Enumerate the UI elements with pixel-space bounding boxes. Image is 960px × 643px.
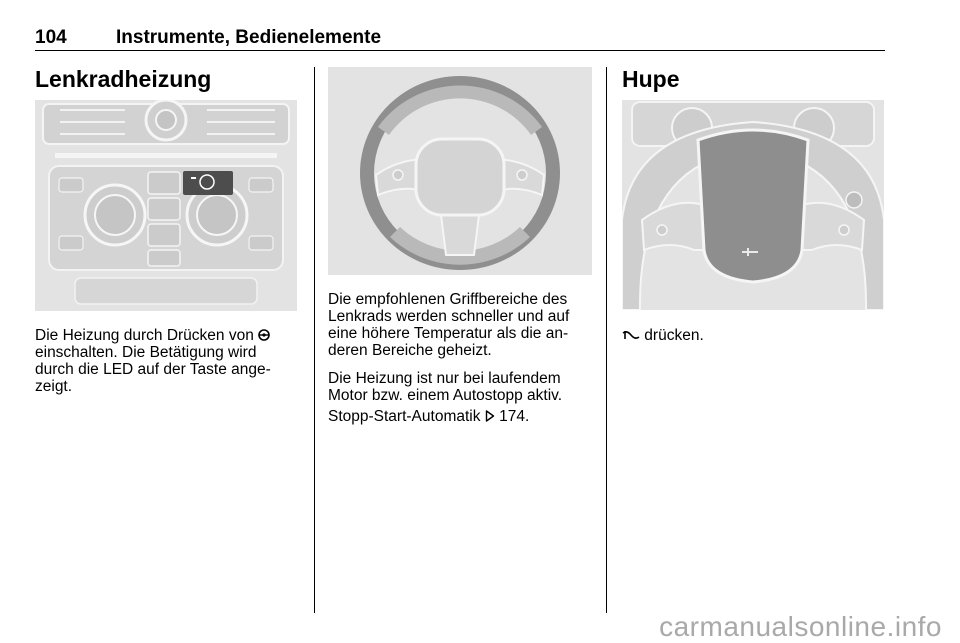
reference-page-link[interactable]: 174. — [499, 408, 530, 425]
text-line: Lenkrads werden schneller und auf — [328, 308, 570, 325]
reference-text: Stopp-Start-Automatik — [328, 408, 485, 425]
text-line: deren Bereiche geheizt. — [328, 342, 492, 359]
steering-wheel-illustration — [328, 67, 592, 275]
climate-control-panel-illustration — [35, 100, 297, 311]
column-divider-2 — [606, 67, 607, 613]
text-line: einschalten. Die Betätigung wird — [35, 344, 257, 361]
page-number: 104 — [35, 27, 67, 48]
text-line: Die Heizung ist nur bei laufendem — [328, 370, 561, 387]
paragraph-motor-aktiv — [328, 370, 598, 404]
paragraph-griffbereiche — [328, 291, 598, 359]
text-line: eine höhere Temperatur als die an- — [328, 325, 569, 342]
heading-lenkradheizung: Lenkradheizung — [35, 66, 212, 92]
horn-steering-wheel-illustration — [622, 100, 884, 310]
text-line: Die empfohlenen Griffbereiche des — [328, 291, 568, 308]
heading-hupe: Hupe — [622, 66, 680, 92]
text-line: Die Heizung durch Drücken von — [35, 327, 259, 344]
header-rule — [35, 50, 885, 51]
paragraph-hupe — [622, 327, 884, 344]
paragraph-stopp-start-reference — [328, 408, 598, 425]
watermark: carmanualsonline.info — [659, 611, 942, 642]
page-reference-icon — [485, 410, 495, 422]
chapter-title: Instrumente, Bedienelemente — [116, 27, 382, 48]
steering-wheel-heat-icon — [258, 329, 270, 341]
text-line: zeigt. — [35, 378, 73, 395]
hupe-text: drücken. — [640, 327, 704, 344]
paragraph-lenkradheizung — [35, 327, 305, 395]
column-divider-1 — [314, 67, 315, 613]
text-line: durch die LED auf der Taste ange- — [35, 361, 271, 378]
text-line: Motor bzw. einem Autostopp aktiv. — [328, 387, 563, 404]
horn-icon — [622, 329, 640, 341]
page-header — [35, 27, 885, 51]
